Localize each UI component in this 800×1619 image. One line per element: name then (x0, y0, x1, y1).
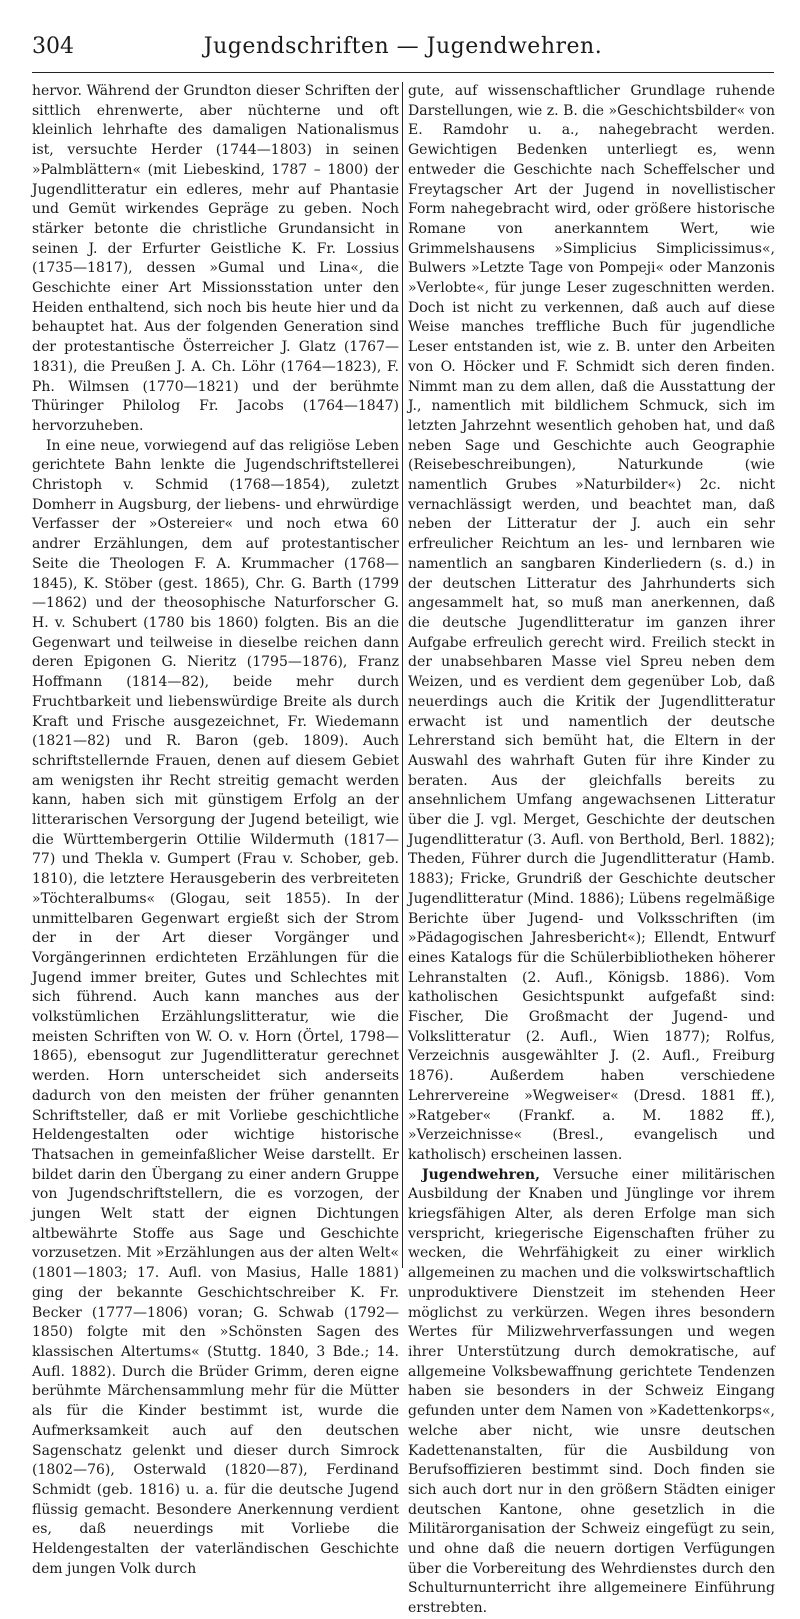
paragraph: gute, auf wissenschaftlicher Grundlage ruhende Darstellungen, wie z. B. die »Geschichtsbilder« von E. Ramdohr u. a., nahegebracht werden. Gewichtigen Bedenken unterliegt es, wenn entweder die Geschichte nach Scheffelscher und Freytagscher Art der Jugend in novellistischer Form nahegebracht wird, oder größere historische Romane von anerkanntem Wert, wie Grimmelshausens »Simplicius Simplicissimus«, Bulwers »Letzte Tage von Pompeji« oder Manzonis »Verlobte«, für junge Leser zugeschnitten werden. Doch ist nicht zu verkennen, daß auch auf diese Weise manches treffliche Buch für jugendliche Leser entstanden ist, wie z. B. unter den Arbeiten von O. Höcker und F. Schmidt sich deren finden. Nimmt man zu dem allen, daß die Ausstattung der J., namentlich mit bildlichem Schmuck, sich im letzten Jahrzehnt wesentlich gehoben hat, und daß neben Sage und Geschichte auch Geographie (Reisebeschreibungen), Naturkunde (wie namentlich Grubes »Naturbilder«) 2c. nicht vernachlässigt werden, und beachtet man, daß neben der Litteratur der J. auch ein sehr erfreulicher Reichtum an les- und lernbaren wie namentlich an sangbaren Kinderliedern (s. d.) in der deutschen Litteratur des Jahrhunderts sich angesammelt hat, so muß man anerkennen, daß die deutsche Jugendlitteratur im ganzen ihrer Aufgabe erfreulich gerecht wird. Freilich steckt in der unabsehbaren Masse viel Spreu neben dem Weizen, und es verdient dem gegenüber Lob, daß neuerdings auch die Kritik der Jugendlitteratur erwacht ist und namentlich der deutsche Lehrerstand sich bemüht hat, die Eltern in der Auswahl des wahrhaft Guten für ihre Kinder zu beraten. Aus der gleichfalls bereits zu ansehnlichem Umfang angewachsenen Litteratur über die J. vgl. Merget, Geschichte der deutschen Jugendlitteratur (3. Aufl. von Berthold, Berl. 1882); Theden, Führer durch die Jugendlitteratur (Hamb. 1883); Fricke, Grundriß der Geschichte deutscher Jugendlitteratur (Mind. 1886); Lübens regelmäßige Berichte über Jugend- und Volksschriften (im »Pädagogischen Jahresbericht«); Ellendt, Entwurf eines Katalogs für die Schülerbibliotheken höherer Lehranstalten (2. Aufl., Königsb. 1886). Vom katholischen Gesichtspunkt aufgefaßt sind: Fischer, Die Großmacht der Jugend- und Volkslitteratur (2. Aufl., Wien 1877); Rolfus, Verzeichnis ausgewählter J. (2. Aufl., Freiburg 1876). Außerdem haben verschiedene Lehrervereine »Wegweiser« (Dresd. 1881 ff.), »Ratgeber« (Frankf. a. M. 1882 ff.), »Verzeichnisse« (Bresl., evangelisch und katholisch) erscheinen lassen. (408, 83, 775, 1163)
paragraph: hervor. Während der Grundton dieser Schriften der sittlich ehrenwerte, aber nüchterne und oft kleinlich lehrhafte des damaligen Nationalismus ist, versuchte Herder (1744—1803) in seinen »Palmblättern« (mit Liebeskind, 1787 – 1800) der Jugendlitteratur ein edleres, mehr auf Phantasie und Gemüt wirkendes Gepräge zu geben. Noch stärker betonte die christliche Grundansicht in seinen J. der Erfurter Geistliche K. Fr. Lossius (1735—1817), dessen »Gumal und Lina«, die Geschichte einer Art Missionsstation unter den Heiden enthaltend, sich noch bis heute hier und da behauptet hat. Aus der folgenden Generation sind der protestantische Österreicher J. Glatz (1767—1831), die Preußen J. A. Ch. Löhr (1764—1823), F. Ph. Wilmsen (1770—1821) und der berühmte Thüringer Philolog Fr. Jacobs (1764—1847) hervorzuheben. (32, 83, 399, 434)
page-header (32, 34, 774, 72)
entry-term: Jugendwehren, (422, 1166, 540, 1183)
entry-text: Versuche einer militärischen Ausbildung der Knaben und Jünglinge vor ihrem kriegsfähigen Alter, als deren Erfolge man sich verspricht, kriegerische Eigenschaften früher zu wecken, die Wehrfähigkeit zu einer wirklich allgemeinen zu machen und die volkswirtschaftlich unproduktivere Dienstzeit im stehenden Heer möglichst zu verkürzen. Wegen ihres besondern Wertes für Milizwehrverfassungen und wegen ihrer Unterstützung durch demokratische, auf allgemeine Volksbewaffnung gerichtete Tendenzen haben sie besonders in der Schweiz Eingang gefunden unter dem Namen von »Kadettenkorps«, welche aber nicht, wie unsre deutschen Kadettenanstalten, für die Ausbildung von Berufsoffizieren bestimmt sind. Doch finden sie sich auch dort nur in den größern Städten einiger deutschen Kantone, ohne gesetzlich in die Militärorganisation der Schweiz eingefügt zu sein, und ohne daß die neuern dortigen Verfügungen über die Vorbereitung des Wehrdienstes durch den Schulturnunterricht ihre allgemeinere Einführung erstrebten. (408, 1166, 775, 1617)
header-rule (32, 72, 774, 73)
left-column (32, 82, 399, 1577)
running-title: Jugendschriften — Jugendwehren. (203, 34, 603, 59)
column-divider (402, 82, 403, 1268)
paragraph: In eine neue, vorwiegend auf das religiöse Leben gerichtete Bahn lenkte die Jugendschriftstellerei Christoph v. Schmid (1768—1854), zuletzt Domherr in Augsburg, der liebens- und ehrwürdige Verfasser der »Ostereier« und noch etwa 60 andrer Erzählungen, dem auf protestantischer Seite die Theologen F. A. Krummacher (1768—1845), K. Stöber (gest. 1865), Chr. G. Barth (1799—1862) und der theosophische Naturforscher G. H. v. Schubert (1780 bis 1860) folgten. Bis an die Gegenwart und teilweise in dieselbe reichen dann deren Epigonen G. Nieritz (1795—1876), Franz Hoffmann (1814—82), beide mehr durch Fruchtbarkeit und liebenswürdige Breite als durch Kraft und Frische ausgezeichnet, Fr. Wiedemann (1821—82) und R. Baron (geb. 1809). Auch schriftstellernde Frauen, denen auf diesem Gebiet am wenigsten ihr Recht streitig gemacht werden kann, haben sich mit günstigem Erfolg an der litterarischen Versorgung der Jugend beteiligt, wie die Württembergerin Ottilie Wildermuth (1817—77) und Thekla v. Gumpert (Frau v. Schober, geb. 1810), die letztere Herausgeberin des verbreiteten »Töchteralbums« (Glogau, seit 1855). In der unmittelbaren Gegenwart ergießt sich der Strom der in der Art dieser Vorgänger und Vorgängerinnen erdichteten Erzählungen für die Jugend immer breiter, Gutes und Schlechtes mit sich führend. Auch kann manches aus der volkstümlichen Erzählungslitteratur, wie die meisten Schriften von W. O. v. Horn (Örtel, 1798—1865), ebensogut zur Jugendlitteratur gerechnet werden. Horn unterscheidet sich anderseits dadurch von den meisten der früher genannten Schriftsteller, daß er mit Vorliebe geschichtliche Heldengestalten oder wichtige historische Thatsachen in gemeinfaßlicher Weise darstellt. Er bildet darin den Übergang zu einer andern Gruppe von Jugendschriftstellern, die es vorzogen, der jungen Welt statt der eignen Dichtungen altbewährte Stoffe aus Sage und Geschichte vorzusetzen. Mit »Erzählungen aus der alten Welt« (1801—1803; 17. Aufl. von Masius, Halle 1881) ging der bekannte Geschichtschreiber K. Fr. Becker (1777—1806) voran; G. Schwab (1792—1850) folgte mit den »Schönsten Sagen des klassischen Altertums« (Stuttg. 1840, 3 Bde.; 14. Aufl. 1882). Durch die Brüder Grimm, deren eigne berühmte Märchensammlung mehr für die Mütter als für die Kinder bestimmt ist, wurde die Aufmerksamkeit auch auf den deutschen Sagenschatz gelenkt und dieser durch Simrock (1802—76), Osterwald (1820—87), Ferdinand Schmidt (geb. 1816) u. a. für die deutsche Jugend flüssig gemacht. Besondere Anerkennung verdient es, daß neuerdings mit Vorliebe die Heldengestalten der vaterländischen Geschichte dem jungen Volk durch (32, 437, 399, 1577)
right-column (408, 82, 775, 1617)
entry-paragraph (408, 1166, 775, 1619)
page-number: 304 (32, 34, 74, 59)
